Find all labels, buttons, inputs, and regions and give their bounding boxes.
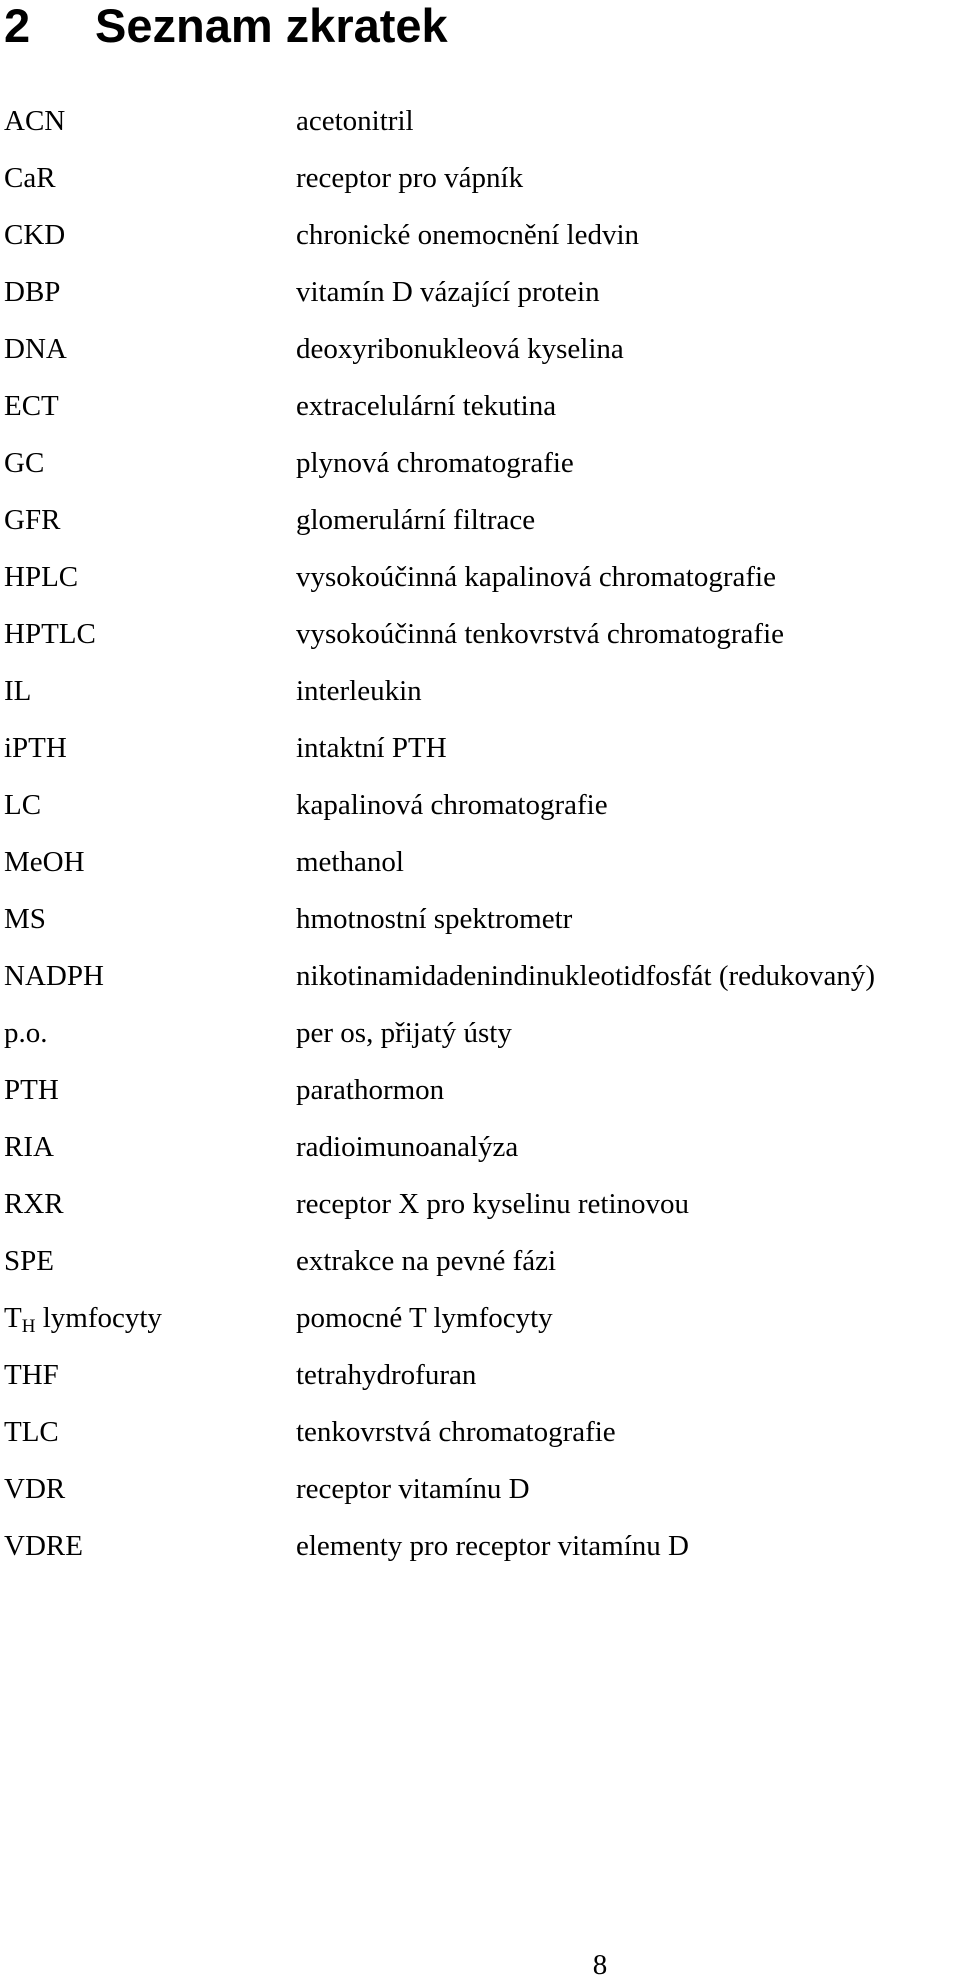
abbreviation-term xyxy=(4,1181,296,1227)
section-number: 2 xyxy=(4,0,31,52)
abbreviation-term xyxy=(4,953,296,999)
abbreviation-definition: plynová chromatografie xyxy=(296,447,574,479)
abbreviation-row xyxy=(4,497,954,554)
abbreviation-term-text: T xyxy=(4,1302,22,1334)
abbreviation-definition: interleukin xyxy=(296,675,422,707)
abbreviation-definition: elementy pro receptor vitamínu D xyxy=(296,1530,689,1562)
abbreviation-term xyxy=(4,1067,296,1113)
abbreviation-row xyxy=(4,1466,954,1523)
abbreviation-row xyxy=(4,1124,954,1181)
abbreviation-term-text: NADPH xyxy=(4,960,104,992)
page-number: 8 xyxy=(592,1949,608,1981)
abbreviation-term-text: SPE xyxy=(4,1245,54,1277)
abbreviation-row xyxy=(4,782,954,839)
abbreviation-definition: receptor vitamínu D xyxy=(296,1473,530,1505)
abbreviation-definition: vysokoúčinná tenkovrstvá chromatografie xyxy=(296,618,785,650)
abbreviation-term-text: HPLC xyxy=(4,561,79,593)
abbreviation-term-text: ECT xyxy=(4,390,59,422)
abbreviation-definition: acetonitril xyxy=(296,105,414,137)
abbreviation-term xyxy=(4,497,296,543)
abbreviation-definition: extrakce na pevné fázi xyxy=(296,1245,557,1277)
abbreviation-term-text: MeOH xyxy=(4,846,85,878)
abbreviation-term-text: DBP xyxy=(4,276,61,308)
abbreviation-definition: deoxyribonukleová kyselina xyxy=(296,333,624,365)
abbreviation-row xyxy=(4,668,954,725)
abbreviation-row xyxy=(4,1523,954,1580)
abbreviation-term xyxy=(4,98,296,144)
abbreviation-definition: tetrahydrofuran xyxy=(296,1359,477,1391)
abbreviation-term xyxy=(4,782,296,828)
abbreviation-definition: kapalinová chromatografie xyxy=(296,789,608,821)
abbreviation-term xyxy=(4,1295,296,1341)
abbreviation-definition: glomerulární filtrace xyxy=(296,504,536,536)
abbreviation-term xyxy=(4,440,296,486)
abbreviation-term-text: IL xyxy=(4,675,32,707)
abbreviation-definition: chronické onemocnění ledvin xyxy=(296,219,640,251)
abbreviation-term xyxy=(4,1238,296,1284)
abbreviation-row xyxy=(4,1181,954,1238)
abbreviation-term xyxy=(4,896,296,942)
abbreviation-definition: extracelulární tekutina xyxy=(296,390,557,422)
abbreviation-row xyxy=(4,1238,954,1295)
abbreviation-definition: vysokoúčinná kapalinová chromatografie xyxy=(296,561,776,593)
abbreviation-term-text: PTH xyxy=(4,1074,59,1106)
abbreviation-definition: per os, přijatý ústy xyxy=(296,1017,512,1049)
abbreviation-term xyxy=(4,269,296,315)
abbreviation-term-text: VDR xyxy=(4,1473,66,1505)
abbreviation-term-text: iPTH xyxy=(4,732,67,764)
abbreviation-row xyxy=(4,326,954,383)
abbreviation-term xyxy=(4,1523,296,1569)
abbreviation-row xyxy=(4,896,954,953)
abbreviation-term xyxy=(4,383,296,429)
abbreviation-term-text: HPTLC xyxy=(4,618,96,650)
abbreviation-definition: intaktní PTH xyxy=(296,732,447,764)
abbreviation-term-text: CKD xyxy=(4,219,66,251)
abbreviation-term-text: TLC xyxy=(4,1416,59,1448)
abbreviation-row xyxy=(4,1352,954,1409)
abbreviation-term xyxy=(4,1466,296,1512)
abbreviation-term xyxy=(4,725,296,771)
abbreviation-term xyxy=(4,611,296,657)
abbreviation-definition: parathormon xyxy=(296,1074,445,1106)
abbreviation-row xyxy=(4,554,954,611)
abbreviation-definition: hmotnostní spektrometr xyxy=(296,903,573,935)
abbreviation-term-text: p.o. xyxy=(4,1017,48,1049)
abbreviation-row xyxy=(4,839,954,896)
abbreviation-term xyxy=(4,554,296,600)
abbreviation-term xyxy=(4,326,296,372)
abbreviation-term-text: MS xyxy=(4,903,46,935)
abbreviation-row xyxy=(4,383,954,440)
abbreviation-term xyxy=(4,1352,296,1398)
abbreviation-term xyxy=(4,155,296,201)
abbreviation-definition: nikotinamidadenindinukleotidfosfát (redukovaný) xyxy=(296,960,876,992)
abbreviation-term-subscript: H xyxy=(21,1316,36,1337)
abbreviation-term-text: DNA xyxy=(4,333,67,365)
abbreviation-row xyxy=(4,1067,954,1124)
abbreviation-definition: tenkovrstvá chromatografie xyxy=(296,1416,616,1448)
abbreviation-term xyxy=(4,212,296,258)
abbreviation-term-text: RXR xyxy=(4,1188,64,1220)
abbreviation-term-text: GFR xyxy=(4,504,61,536)
abbreviation-definition: radioimunoanalýza xyxy=(296,1131,519,1163)
abbreviation-list xyxy=(4,98,954,1580)
abbreviation-definition: receptor pro vápník xyxy=(296,162,524,194)
abbreviation-row xyxy=(4,1295,954,1352)
abbreviation-term xyxy=(4,1409,296,1455)
abbreviation-row xyxy=(4,1010,954,1067)
abbreviation-term xyxy=(4,1124,296,1170)
abbreviation-term xyxy=(4,1010,296,1056)
abbreviation-row xyxy=(4,611,954,668)
section-title: Seznam zkratek xyxy=(95,0,448,52)
abbreviation-term xyxy=(4,668,296,714)
abbreviation-row xyxy=(4,155,954,212)
abbreviation-term-text: CaR xyxy=(4,162,56,194)
abbreviation-definition: receptor X pro kyselinu retinovou xyxy=(296,1188,690,1220)
abbreviation-term-suffix: lymfocyty xyxy=(35,1302,162,1334)
abbreviation-term-text: THF xyxy=(4,1359,59,1391)
abbreviation-definition: vitamín D vázající protein xyxy=(296,276,600,308)
abbreviation-definition: pomocné T lymfocyty xyxy=(296,1302,553,1334)
abbreviation-row xyxy=(4,953,954,1010)
abbreviation-row xyxy=(4,1409,954,1466)
section-heading xyxy=(4,0,448,52)
abbreviation-row xyxy=(4,269,954,326)
abbreviation-row xyxy=(4,212,954,269)
abbreviation-term-text: ACN xyxy=(4,105,66,137)
abbreviation-term-text: LC xyxy=(4,789,42,821)
abbreviation-term-text: RIA xyxy=(4,1131,54,1163)
abbreviation-definition: methanol xyxy=(296,846,404,878)
abbreviation-term xyxy=(4,839,296,885)
abbreviation-term-text: VDRE xyxy=(4,1530,83,1562)
abbreviation-row xyxy=(4,98,954,155)
abbreviation-term-text: GC xyxy=(4,447,45,479)
abbreviation-row xyxy=(4,725,954,782)
abbreviation-row xyxy=(4,440,954,497)
